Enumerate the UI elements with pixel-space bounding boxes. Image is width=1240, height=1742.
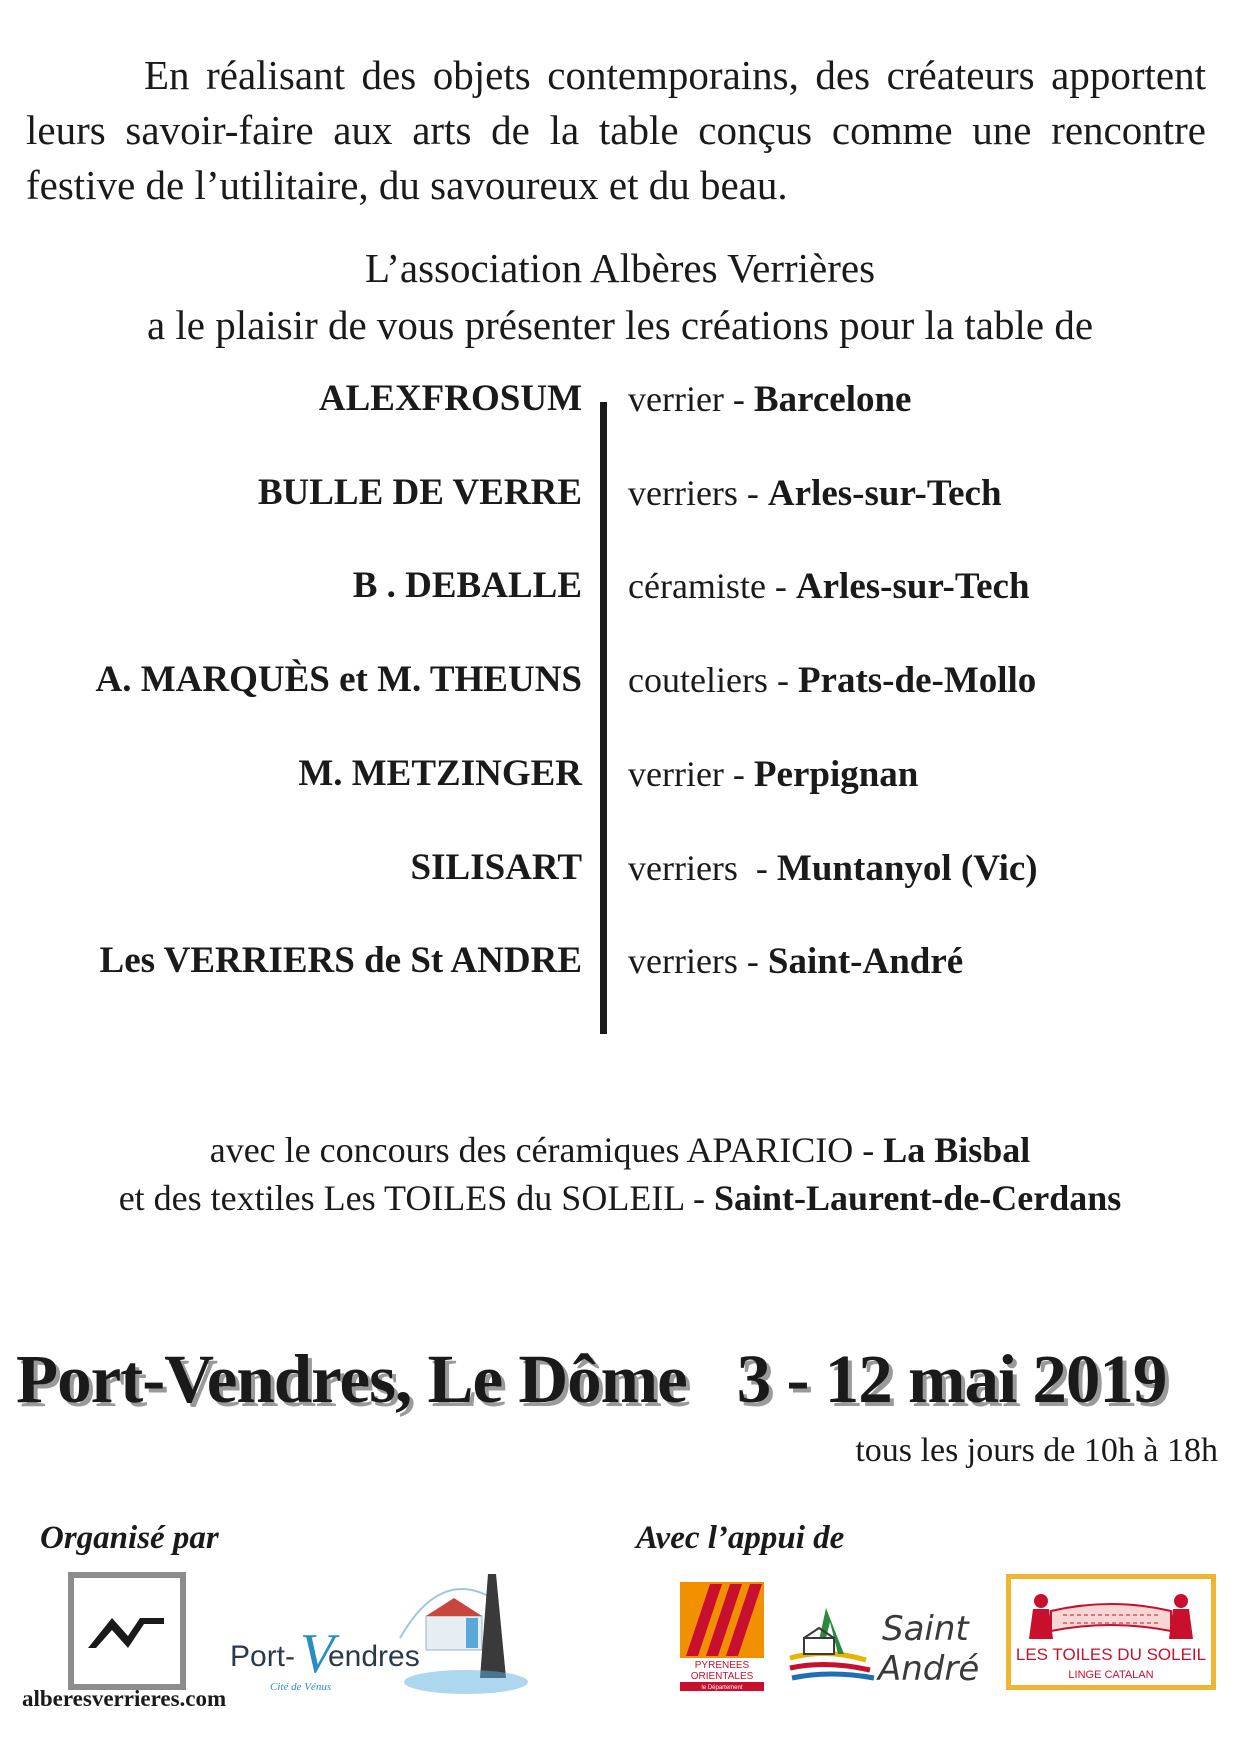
svg-text:AV: AV [127,1680,129,1681]
creator-craft: verriers - [628,941,768,981]
creator-row [0,838,1240,898]
creator-place: Barcelone [753,379,912,420]
concours-place: La Bisbal [883,1130,1031,1170]
creator-detail [628,744,918,805]
svg-text:Port-: Port- [230,1640,296,1673]
svg-text:PYRENEES: PYRENEES [694,1660,750,1671]
creator-detail [628,369,911,430]
creator-place: Muntanyol (Vic) [776,848,1038,889]
concours-text: avec le concours des céramiques APARICIO - [209,1130,884,1170]
association-announcement [0,240,1240,354]
saint-andre-logo [786,1588,996,1692]
svg-text:le Département: le Département [701,1685,743,1691]
creator-detail [628,931,963,992]
concours-place: Saint-Laurent-de-Cerdans [713,1178,1122,1218]
creator-detail [628,650,1036,711]
concours-line [0,1174,1240,1222]
creator-row [0,556,1240,616]
concours-line [0,1126,1240,1174]
creator-name: BULLE DE VERRE [257,472,582,513]
creator-name: ALEXFROSUM [318,378,582,419]
creator-detail [628,838,1038,899]
svg-text:Saint: Saint [882,1609,969,1649]
creator-name: B . DEBALLE [352,565,582,606]
creator-craft: céramiste - [628,566,796,606]
av-logo-mark [74,1578,180,1684]
organized-by-label: Organisé par [40,1520,219,1556]
svg-text:André: André [878,1649,980,1689]
creator-craft: couteliers - [628,660,798,700]
website-url[interactable]: alberesverrieres.com [22,1686,227,1711]
intro-text [26,48,1206,213]
creator-row [0,369,1240,429]
creator-row [0,931,1240,991]
creator-craft: verriers - [628,848,777,888]
toiles-logo-name: LES TOILES DU SOLEIL [1015,1645,1207,1664]
creator-name: SILISART [410,847,582,888]
event-hours: tous les jours de 10h à 18h [855,1432,1218,1469]
creator-row [0,463,1240,523]
pyrenees-orientales-logo [676,1580,768,1692]
creator-detail [628,556,1030,617]
partners-concours [0,1126,1240,1222]
event-headline [16,1340,1166,1419]
creator-row [0,744,1240,804]
creator-detail [628,463,1002,524]
creator-place: Arles-sur-Tech [767,473,1002,514]
creator-row [0,650,1240,710]
concours-text: et des textiles Les TOILES du SOLEIL - [118,1178,714,1218]
toiles-logo-subtitle: LINGE CATALAN [1068,1669,1154,1681]
svg-text:V: V [300,1623,335,1685]
association-presentation-line: a le plaisir de vous présenter les créations pour la table de [146,302,1094,348]
svg-text:ORIENTALES: ORIENTALES [690,1671,754,1682]
event-location: Port-Vendres, Le Dôme [16,1341,687,1417]
creator-place: Perpignan [753,754,919,795]
association-name-line: L’association Albères Verrières [364,245,876,291]
svg-text:endres: endres [328,1640,420,1673]
svg-text:Cité de Vénus: Cité de Vénus [270,1681,332,1693]
creator-place: Arles-sur-Tech [795,566,1030,607]
creator-name: Les VERRIERS de St ANDRE [99,940,582,981]
creator-craft: verrier - [628,379,754,419]
creator-place: Prats-de-Mollo [797,660,1037,701]
event-dates: 3 - 12 mai 2019 [736,1341,1167,1417]
creator-name: M. METZINGER [298,753,582,794]
alberes-verrieres-logo [68,1572,186,1690]
creator-craft: verrier - [628,754,754,794]
creator-place: Saint-André [767,941,964,982]
port-vendres-logo [230,1568,530,1708]
toiles-du-soleil-logo [1006,1574,1216,1690]
creator-craft: verriers - [628,473,768,513]
support-label: Avec l’appui de [636,1520,845,1556]
creator-name: A. MARQUÈS et M. THEUNS [95,659,582,700]
intro-paragraph: En réalisant des objets contemporains, des créateurs apportent leurs savoir-faire aux arts de la table conçus comme une rencontre festive de l’utilitaire, du savoureux et du beau. [26,52,1206,208]
